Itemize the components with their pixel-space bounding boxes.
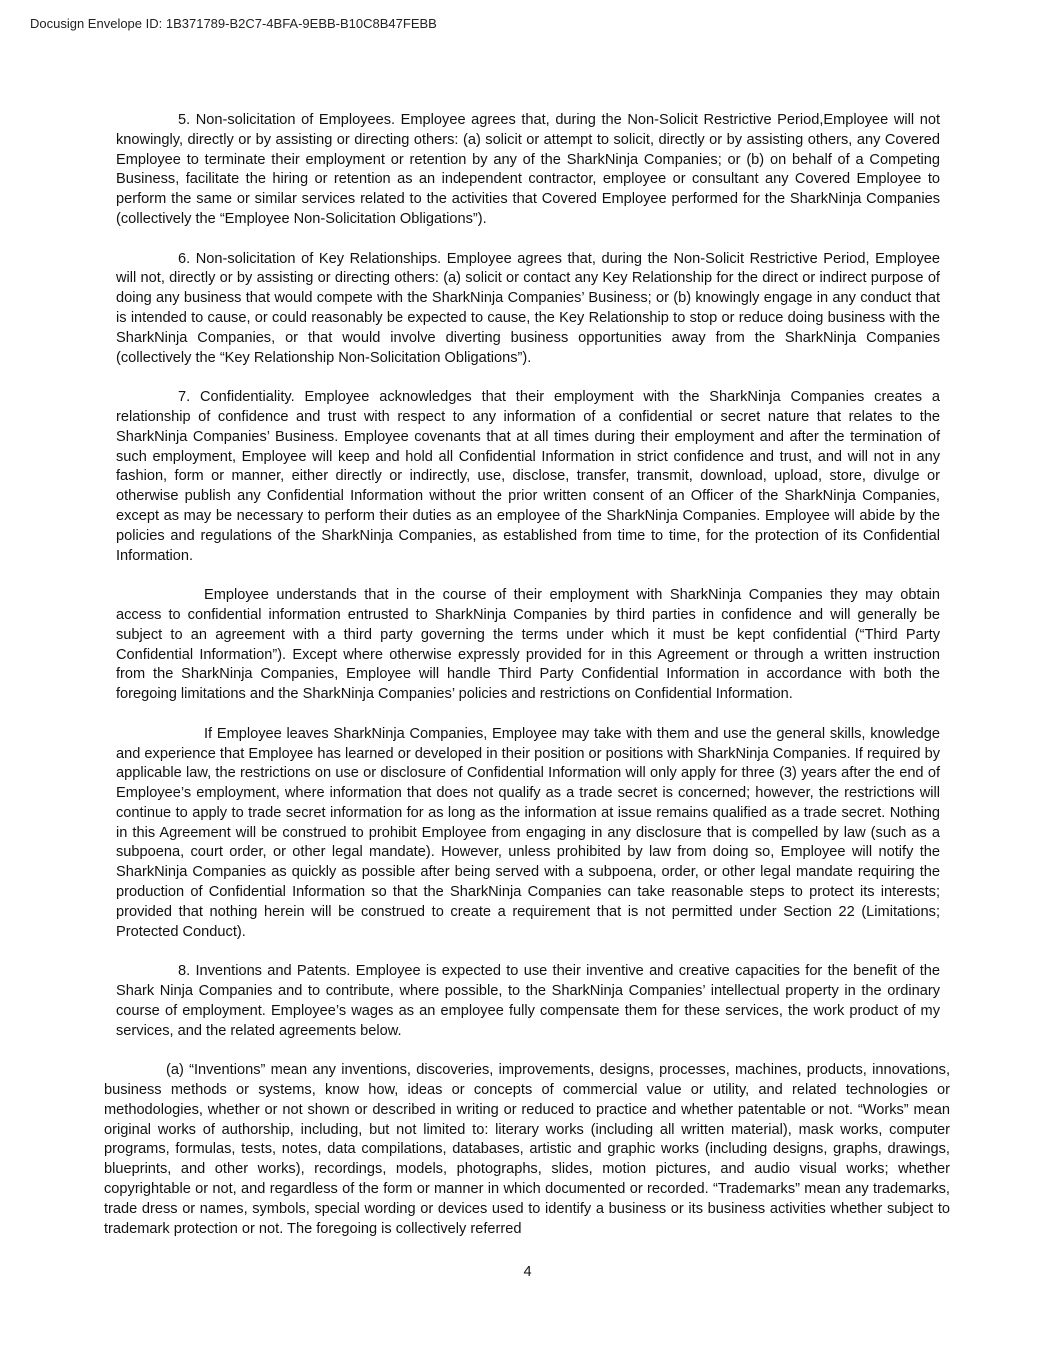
document-body [104, 111, 950, 1239]
paragraph-gap [116, 942, 940, 962]
section-6-non-solicitation-key-relationships: 6. Non-solicitation of Key Relationships. Employee agrees that, during the Non-Solicit Restrictive Period, Employee will not, directly or by assisting or directing others: (a) solicit or contact any Key Relationship for the direct or indirect purpose of doing any business that would compete with the SharkNinja Companies’ Business; or (b) knowingly engage in any conduct that is intended to cause, or could reasonably be expected to cause, the Key Relationship to stop or reduce doing business with the SharkNinja Companies, or that would involve diverting business opportunities away from the SharkNinja Companies (collectively the “Key Relationship Non-Solicitation Obligations”). [116, 250, 940, 366]
section-8-inventions-patents: 8. Inventions and Patents. Employee is expected to use their inventive and creative capacities for the benefit of the Shark Ninja Companies and to contribute, where possible, to the SharkNinja Companies’ intellectual property in the ordinary course of employment. Employee’s wages as an employee fully compensate them for these services, the work product of my services, and the related agreements below. [116, 963, 940, 1039]
page-number: 4 [523, 1264, 532, 1280]
section-8a-definitions: (a) “Inventions” mean any inventions, discoveries, improvements, designs, processes, machines, products, innovations, business methods or systems, know how, ideas or concepts of commercial value or utility, and related technologies or methodologies, whether or not shown or described in writing or reduced to practice and whether patentable or not. “Works” mean original works of authorship, including, but not limited to: literary works (including all written material), mask works, computer programs, formulas, tests, notes, data compilations, databases, artistic and graphic works (including designs, graphs, drawings, blueprints, and other works), recordings, models, photographs, slides, motion pictures, and audio visual works; whether copyrightable or not, and regardless of the form or manner in which documented or recorded. “Trademarks” mean any trademarks, trade dress or names, symbols, special wording or devices used to identify a business or its business activities whether subject to trademark protection or not. The foregoing is collectively referred [104, 1062, 950, 1237]
section-7-confidentiality: 7. Confidentiality. Employee acknowledges that their employment with the SharkNinja Companies creates a relationship of confidence and trust with respect to any information of a confidential or secret nature that relates to the SharkNinja Companies’ Business. Employee covenants that at all times during their employment and after the termination of such employment, Employee will keep and hold all Confidential Information in strict confidence and trust, and will not in any fashion, form or manner, either directly or indirectly, use, disclose, transfer, transmit, download, upload, store, divulge or otherwise publish any Confidential Information without the prior written consent of an Officer of the SharkNinja Companies, except as may be necessary to perform their duties as an employee of the SharkNinja Companies. Employee will abide by the policies and regulations of the SharkNinja Companies, as established from time to time, for the protection of its Confidential Information. [116, 389, 940, 564]
paragraph-gap [116, 368, 940, 388]
paragraph-gap [116, 230, 940, 250]
paragraph-gap [116, 1041, 940, 1061]
paragraph-gap [116, 566, 940, 586]
envelope-id: Docusign Envelope ID: 1B371789-B2C7-4BFA-9EBB-B10C8B47FEBB [30, 16, 437, 31]
section-5-non-solicitation-employees: 5. Non-solicitation of Employees. Employee agrees that, during the Non-Solicit Restrictive Period,Employee will not knowingly, directly or by assisting or directing others: (a) solicit or attempt to solicit, directly or by assisting others, any Covered Employee to terminate their employment or retention by any of the SharkNinja Companies; or (b) on behalf of a Competing Business, facilitate the hiring or retention as an independent contractor, employee or consultant any Covered Employee to perform the same or similar services related to the activities that Covered Employee performed for the SharkNinja Companies (collectively the “Employee Non-Solicitation Obligations”). [116, 112, 940, 227]
section-7-third-party-paragraph: Employee understands that in the course of their employment with SharkNinja Companies they may obtain access to confidential information entrusted to SharkNinja Companies by third parties in confidence and will generally be subject to an agreement with a third party governing the terms under which it must be kept confidential (“Third Party Confidential Information”). Except where otherwise expressly provided for in this Agreement or through a written instruction from the SharkNinja Companies, Employee will handle Third Party Confidential Information in accordance with both the foregoing limitations and the SharkNinja Companies’ policies and restrictions on Confidential Information. [116, 587, 940, 703]
section-7-leaving-paragraph: If Employee leaves SharkNinja Companies, Employee may take with them and use the general skills, knowledge and experience that Employee has learned or developed in their position or positions with SharkNinja Companies. If required by applicable law, the restrictions on use or disclosure of Confidential Information will only apply for three (3) years after the end of Employee’s employment, where information that does not qualify as a trade secret is concerned; however, the restrictions will continue to apply to trade secret information for as long as the information at issue remains qualified as a trade secret. Nothing in this Agreement will be construed to prohibit Employee from engaging in any disclosure that is compelled by law (such as a subpoena, court order, or other legal mandate). However, unless prohibited by law from doing so, Employee will notify the SharkNinja Companies as quickly as possible after being served with a subpoena, order, or other legal mandate requiring the production of Confidential Information so that the SharkNinja Companies can take reasonable steps to protect its interests; provided that nothing herein will be construed to create a requirement that is not permitted under Section 22 (Limitations; Protected Conduct). [116, 725, 940, 940]
paragraph-gap [116, 705, 940, 725]
